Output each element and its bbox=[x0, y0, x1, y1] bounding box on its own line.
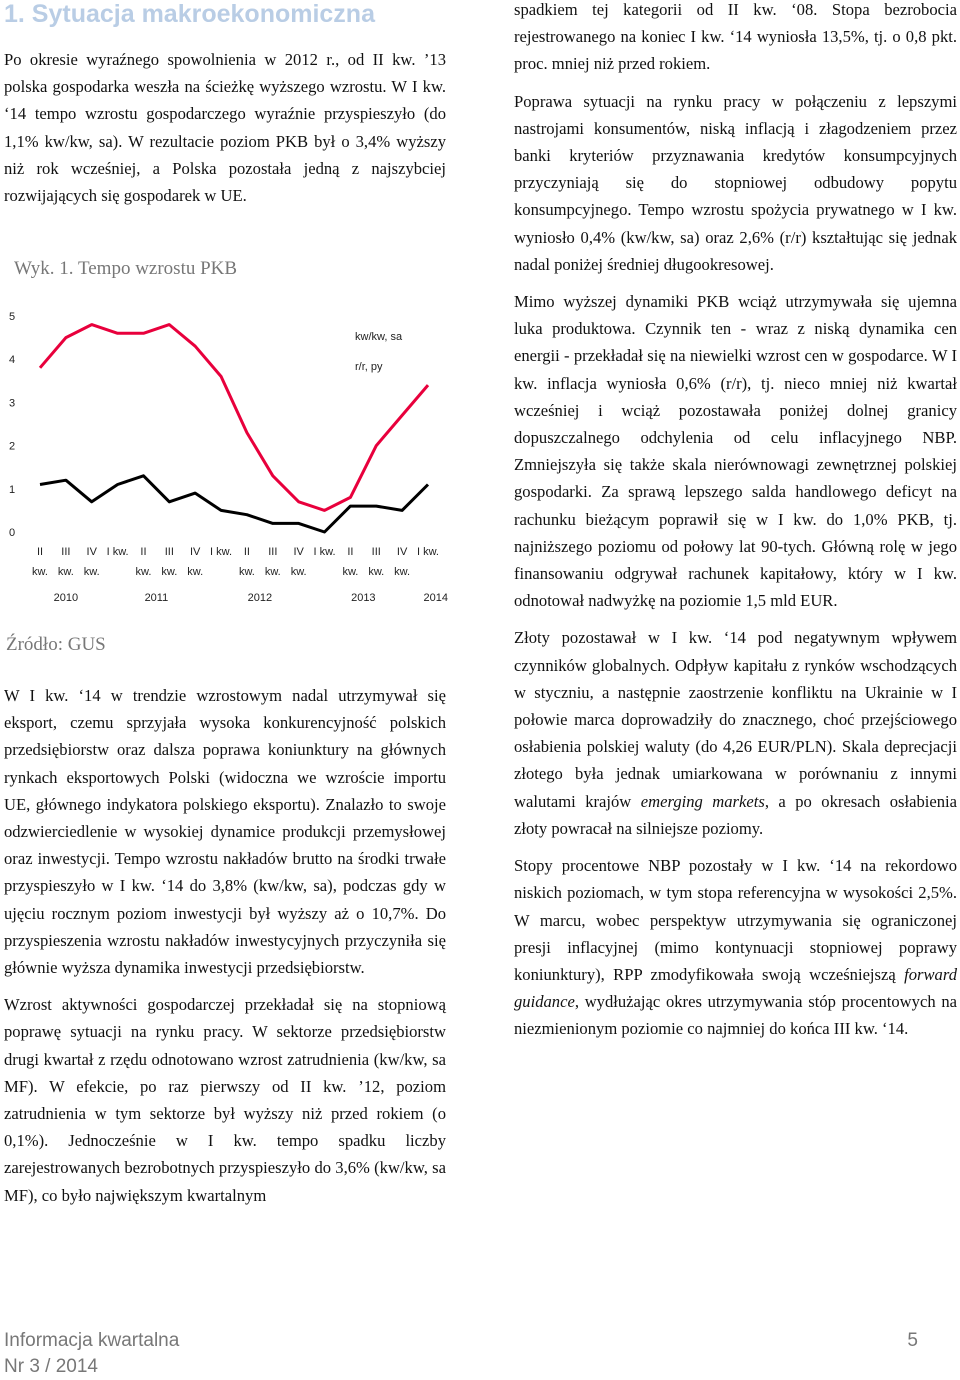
x-tick-label: kw. bbox=[342, 566, 359, 578]
x-tick-label: III bbox=[371, 546, 381, 558]
y-tick-label: 2 bbox=[8, 440, 16, 453]
section-heading: 1. Sytuacja makroekonomiczna bbox=[4, 0, 375, 28]
x-tick-label: kw. bbox=[83, 566, 100, 578]
y-tick-label: 3 bbox=[8, 397, 16, 410]
paragraph: Po okresie wyraźnego spowolnienia w 2012 r., od II kw. ’13 polska gospodarka weszła na ścieżkę wyższego wzrostu. W I kw. ‘14 tempo wzrostu gospodarczego wyraźnie przyspieszyło (do 1,1% kw/kw, sa). W rezultacie poziom PKB był o 3,4% wyższy niż rok wcześniej, a Polska pozostała jedną z najszybciej rozwijających się gospodarek w UE. bbox=[4, 50, 446, 206]
chart-source: Źródło: GUS bbox=[6, 634, 106, 655]
x-tick-label: kw. bbox=[161, 566, 178, 578]
x-tick-label: II bbox=[140, 546, 147, 558]
paragraph-text: Złoty pozostawał w I kw. ‘14 pod negatywnym wpływem czynników globalnych. Odpływ kapitału z rynków wschodzących w styczniu, a następnie zaostrzenie konfliktu na Ukrainie w I połowie marca doprowadziły do znacznego, choć przejściowego osłabienia polskiej waluty (do 4,26 EUR/PLN). Skala deprecjacji złotego była jednak umiarkowana w porównaniu z innymi walutami krajów bbox=[514, 628, 957, 811]
paragraph-text: Stopy procentowe NBP pozostały w I kw. ‘14 na rekordowo niskich poziomach, w tym stopa referencyjna w wysokości 2,5%. W marcu, wobec perspektyw utrzymywania się ograniczonej presji inflacyjnej (mimo kontynuacji stopniowej poprawy koniunktury), RPP zmodyfikowała swoją wcześniejszą bbox=[514, 856, 957, 984]
x-tick-label: kw. bbox=[368, 566, 385, 578]
year-label: 2012 bbox=[247, 592, 273, 604]
y-tick-label: 1 bbox=[8, 483, 16, 496]
paragraph-text: , wydłużając okres utrzymywania stóp procentowych na niezmienionym poziomie co najmniej do końca III kw. ‘14. bbox=[514, 992, 957, 1039]
year-label: 2011 bbox=[144, 592, 169, 604]
page-number: 5 bbox=[907, 1330, 918, 1351]
x-tick-label: I kw. bbox=[210, 546, 233, 558]
footer-issue: Nr 3 / 2014 bbox=[4, 1356, 98, 1377]
chart-title: Wyk. 1. Tempo wzrostu PKB bbox=[14, 258, 238, 279]
series-group bbox=[40, 325, 428, 532]
paragraph bbox=[514, 624, 957, 842]
x-tick-label: kw. bbox=[290, 566, 307, 578]
x-tick-label: IV bbox=[86, 546, 97, 558]
right-column bbox=[514, 0, 957, 1053]
x-tick-label: I kw. bbox=[313, 546, 336, 558]
emphasis: forward guidance bbox=[514, 964, 957, 1012]
legend bbox=[355, 331, 403, 373]
paragraph: Mimo wyższej dynamiki PKB wciąż utrzymywała się ujemna luka produktowa. Czynnik ten - wraz z niską dynamika cen energii - przekładał się na niewielki wzrost cen w gospodarce. W I kw. inflacja wyniosła 0,6% (r/r), tj. nieco mniej niż kwartał wcześniej i wciąż pozostawała poniżej dolnej granicy dopuszczalnego odchylenia od celu inflacyjnego NBP. Zmniejszyła się także skala nierównowagi zewnętrznej polskiej gospodarki. Za sprawą lepszego salda handlowego deficyt na rachunku bieżącym poprawił się w I kw. do 1,0% PKB, tj. najniższego poziomu od połowy lat 90-tych. Główną rolę w jego finansowaniu odgrywał rachunek kapitałowy, który w I kw. odnotował nadwyżkę na poziomie 1,5 mld EUR. bbox=[514, 292, 957, 611]
year-label: 2014 bbox=[423, 592, 449, 604]
x-tick-label: I kw. bbox=[106, 546, 129, 558]
x-tick-label: I kw. bbox=[416, 546, 440, 558]
legend-entry: kw/kw, sa bbox=[355, 331, 403, 343]
gdp-growth-chart bbox=[0, 290, 450, 610]
x-tick-label: III bbox=[61, 546, 71, 558]
paragraph: spadkiem tej kategorii od II kw. ‘08. Stopa bezrobocia rejestrowanego na koniec I kw. ‘14 wyniosła 13,5%, tj. o 0,8 pkt. proc. mniej niż przed rokiem. bbox=[514, 0, 957, 74]
x-tick-label: II bbox=[347, 546, 354, 558]
x-tick-label: kw. bbox=[32, 566, 48, 578]
y-tick-label: 4 bbox=[8, 354, 16, 367]
x-tick-label: III bbox=[164, 546, 174, 558]
paragraph: Poprawa sytuacji na rynku pracy w połączeniu z lepszymi nastrojami konsumentów, niską inflacją i złagodzeniem przez banki kryteriów przyznawania kredytów konsumpcyjnych przyczyniają się do stopniowej odbudowy popytu konsumpcyjnego. Tempo wzrostu spożycia prywatnego w I kw. wyniosło 0,4% (kw/kw, sa) oraz 2,6% (r/r) kształtując się jednak nadal poniżej średniej długookresowej. bbox=[514, 91, 957, 274]
year-label: 2013 bbox=[351, 592, 376, 604]
x-tick-label: IV bbox=[396, 546, 408, 558]
x-tick-label: III bbox=[268, 546, 278, 558]
paragraph bbox=[514, 852, 957, 1042]
x-tick-label: kw. bbox=[57, 566, 74, 578]
x-tick-label: kw. bbox=[264, 566, 281, 578]
x-tick-label: kw. bbox=[187, 566, 204, 578]
x-axis bbox=[32, 546, 448, 604]
series-line bbox=[40, 476, 428, 532]
y-tick-label: 0 bbox=[8, 527, 16, 539]
y-tick-label: 5 bbox=[8, 311, 16, 323]
left-column-top bbox=[4, 46, 446, 219]
series-line bbox=[40, 325, 428, 511]
legend-entry: r/r, py bbox=[355, 361, 383, 373]
paragraph: Wzrost aktywności gospodarczej przekładał się na stopniową poprawę sytuacji na rynku pracy. W sektorze przedsiębiorstw drugi kwartał z rzędu odnotowano wzrost zatrudnienia (kw/kw, sa MF). W efekcie, po raz pierwszy od II kw. ’12, poziom zatrudnienia w tym sektorze był wyższy niż przed rokiem (o 0,1%). Jednocześnie w I kw. tempo spadku liczby zarejestrowanych bezrobotnych przyspieszyło do 3,6% (kw/kw, sa MF), co było największym kwartalnym bbox=[4, 995, 446, 1205]
paragraph-text: , a po okresach osłabienia złoty powracał na silniejsze poziomy. bbox=[514, 791, 958, 838]
y-axis bbox=[9, 311, 15, 539]
x-tick-label: II bbox=[243, 546, 250, 558]
emphasis: emerging markets bbox=[640, 791, 765, 811]
footer-publication: Informacja kwartalna bbox=[4, 1330, 180, 1351]
x-tick-label: kw. bbox=[394, 566, 411, 578]
x-tick-label: IV bbox=[293, 546, 304, 558]
year-label: 2010 bbox=[53, 592, 79, 604]
x-tick-label: II bbox=[36, 546, 44, 558]
paragraph: W I kw. ‘14 w trendzie wzrostowym nadal utrzymywał się eksport, czemu sprzyjała wysoka konkurencyjność polskich przedsiębiorstw oraz dalsza poprawa koniunktury na głównych rynkach eksportowych Polski (widoczna we wzroście importu UE, głównego indykatora polskiego eksportu). Znalazło to swoje odzwierciedlenie w wysokiej dynamice produkcji przemysłowej oraz inwestycji. Tempo wzrostu nakładów brutto na środki trwałe przyspieszyło w I kw. ‘14 do 3,8% (kw/kw, sa), podczas gdy w ujęciu rocznym poziom inwestycji był wyższy aż o 10,7%. Do przyspieszenia wzrostu nakładów inwestycyjnych przyczyniła się głównie wyższa dynamika inwestycji przedsiębiorstw. bbox=[4, 686, 446, 978]
left-column-bottom bbox=[4, 682, 446, 1219]
x-tick-label: kw. bbox=[238, 566, 255, 578]
x-tick-label: IV bbox=[189, 546, 201, 558]
x-tick-label: kw. bbox=[135, 566, 152, 578]
